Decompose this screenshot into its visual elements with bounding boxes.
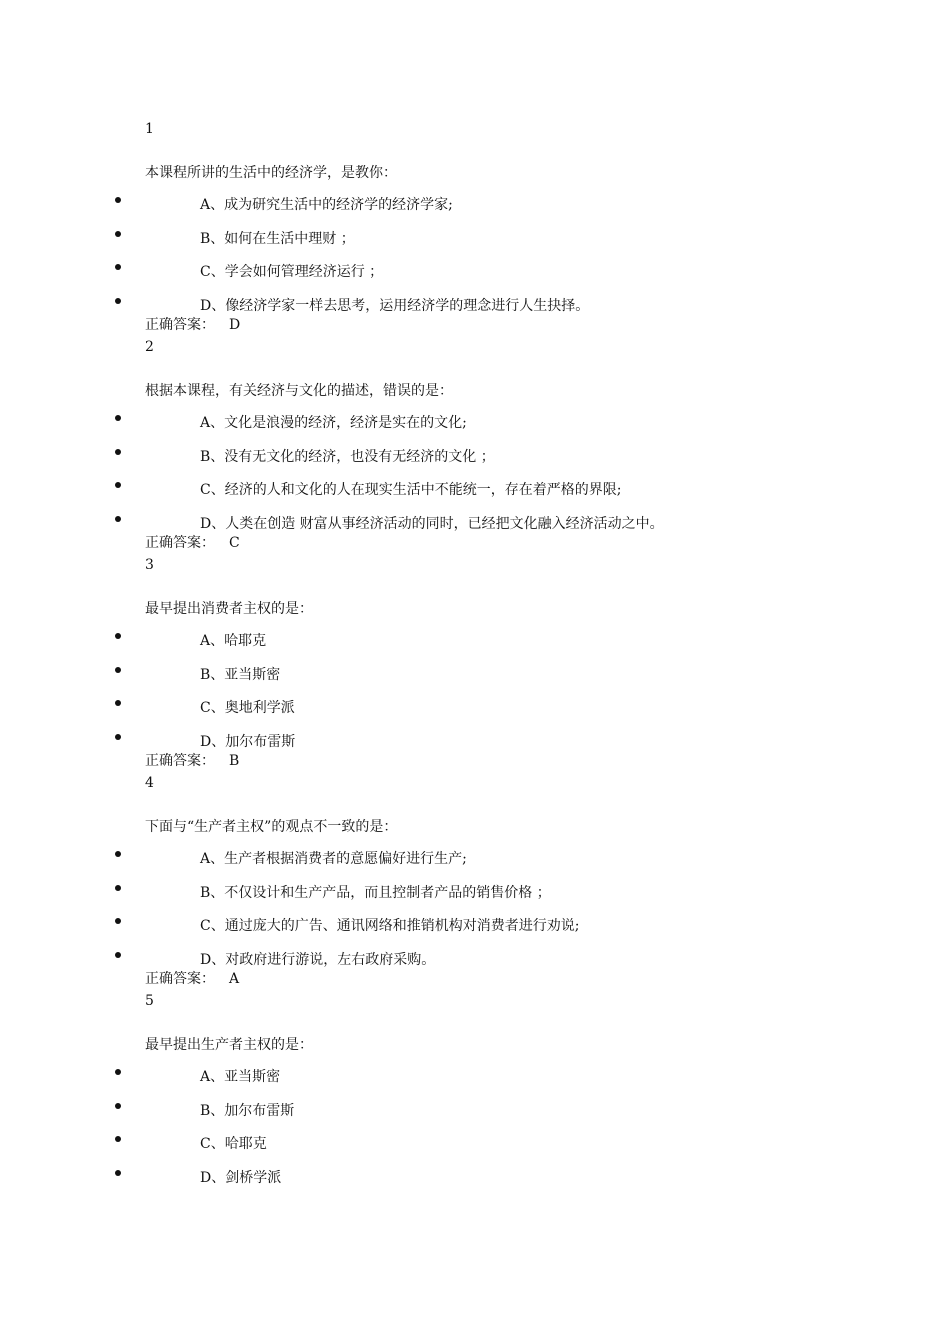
question-text: 根据本课程，有关经济与文化的描述，错误的是： bbox=[145, 383, 453, 399]
option-text: D、加尔布雷斯 bbox=[200, 733, 296, 750]
answer-value: B bbox=[229, 753, 240, 769]
answer-value: C bbox=[229, 535, 240, 551]
option-item bbox=[0, 1056, 950, 1090]
option-item bbox=[0, 402, 950, 436]
option-text: A、文化是浪漫的经济，经济是实在的文化; bbox=[200, 415, 467, 431]
question-block bbox=[0, 336, 950, 554]
option-text: D、像经济学家一样去思考，运用经济学的理念进行人生抉择。 bbox=[200, 297, 590, 314]
bullet-icon bbox=[115, 1136, 121, 1142]
option-text: C、学会如何管理经济运行 ； bbox=[200, 264, 384, 280]
quiz-document bbox=[0, 118, 950, 1190]
option-list bbox=[0, 620, 950, 754]
bullet-icon bbox=[115, 918, 121, 924]
bullet-icon bbox=[115, 885, 121, 891]
option-text: B、加尔布雷斯 bbox=[200, 1102, 295, 1119]
question-text: 下面与“生产者主权”的观点不一致的是： bbox=[145, 819, 398, 835]
question-block bbox=[0, 118, 950, 336]
answer-label: 正确答案： bbox=[145, 753, 215, 769]
option-text: C、通过庞大的广告、通讯网络和推销机构对消费者进行劝说; bbox=[200, 918, 580, 934]
question-number: 3 bbox=[145, 557, 154, 573]
option-item bbox=[0, 251, 950, 285]
option-item bbox=[0, 1090, 950, 1124]
bullet-icon bbox=[115, 1069, 121, 1075]
bullet-icon bbox=[115, 415, 121, 421]
question-number: 1 bbox=[145, 121, 154, 137]
bullet-icon bbox=[115, 633, 121, 639]
option-text: B、没有无文化的经济，也没有无经济的文化 ； bbox=[200, 448, 495, 465]
option-list bbox=[0, 838, 950, 972]
option-item bbox=[0, 654, 950, 688]
question-number: 4 bbox=[145, 775, 154, 791]
option-item bbox=[0, 1123, 950, 1157]
question-number: 5 bbox=[145, 993, 154, 1009]
question-number: 2 bbox=[145, 339, 154, 355]
option-item bbox=[0, 872, 950, 906]
option-item bbox=[0, 620, 950, 654]
option-item bbox=[0, 184, 950, 218]
option-item bbox=[0, 469, 950, 503]
bullet-icon bbox=[115, 952, 121, 958]
option-text: B、如何在生活中理财 ； bbox=[200, 230, 355, 247]
bullet-icon bbox=[115, 449, 121, 455]
option-list bbox=[0, 184, 950, 318]
option-text: A、亚当斯密 bbox=[200, 1069, 281, 1085]
answer-label: 正确答案： bbox=[145, 535, 215, 551]
bullet-icon bbox=[115, 264, 121, 270]
bullet-icon bbox=[115, 734, 121, 740]
bullet-icon bbox=[115, 516, 121, 522]
option-text: B、亚当斯密 bbox=[200, 666, 281, 683]
option-text: D、剑桥学派 bbox=[200, 1169, 282, 1186]
bullet-icon bbox=[115, 667, 121, 673]
option-item bbox=[0, 939, 950, 973]
option-text: C、经济的人和文化的人在现实生活中不能统一，存在着严格的界限; bbox=[200, 482, 622, 498]
option-item bbox=[0, 687, 950, 721]
option-text: A、成为研究生活中的经济学的经济学家; bbox=[200, 197, 453, 213]
question-block bbox=[0, 554, 950, 772]
option-text: A、生产者根据消费者的意愿偏好进行生产; bbox=[200, 851, 467, 867]
option-text: B、不仅设计和生产产品，而且控制者产品的销售价格 ； bbox=[200, 884, 551, 901]
answer-label: 正确答案： bbox=[145, 971, 215, 987]
bullet-icon bbox=[115, 700, 121, 706]
option-text: D、人类在创造 财富从事经济活动的同时，已经把文化融入经济活动之中。 bbox=[200, 515, 664, 532]
option-item bbox=[0, 218, 950, 252]
option-item bbox=[0, 1157, 950, 1191]
bullet-icon bbox=[115, 1170, 121, 1176]
bullet-icon bbox=[115, 482, 121, 488]
question-text: 最早提出消费者主权的是： bbox=[145, 601, 313, 617]
answer-label: 正确答案： bbox=[145, 317, 215, 333]
option-item bbox=[0, 285, 950, 319]
bullet-icon bbox=[115, 197, 121, 203]
question-block bbox=[0, 772, 950, 990]
bullet-icon bbox=[115, 298, 121, 304]
option-item bbox=[0, 436, 950, 470]
option-text: D、对政府进行游说，左右政府采购。 bbox=[200, 951, 436, 968]
option-list bbox=[0, 1056, 950, 1190]
question-text: 本课程所讲的生活中的经济学，是教你： bbox=[145, 165, 397, 181]
option-text: C、哈耶克 bbox=[200, 1136, 267, 1152]
bullet-icon bbox=[115, 231, 121, 237]
question-block bbox=[0, 990, 950, 1190]
answer-value: D bbox=[229, 317, 241, 333]
bullet-icon bbox=[115, 851, 121, 857]
question-text: 最早提出生产者主权的是： bbox=[145, 1037, 313, 1053]
bullet-icon bbox=[115, 1103, 121, 1109]
option-item bbox=[0, 905, 950, 939]
answer-value: A bbox=[229, 971, 240, 987]
option-list bbox=[0, 402, 950, 536]
option-item bbox=[0, 503, 950, 537]
option-item bbox=[0, 838, 950, 872]
option-item bbox=[0, 721, 950, 755]
option-text: C、奥地利学派 bbox=[200, 700, 295, 716]
option-text: A、哈耶克 bbox=[200, 633, 267, 649]
